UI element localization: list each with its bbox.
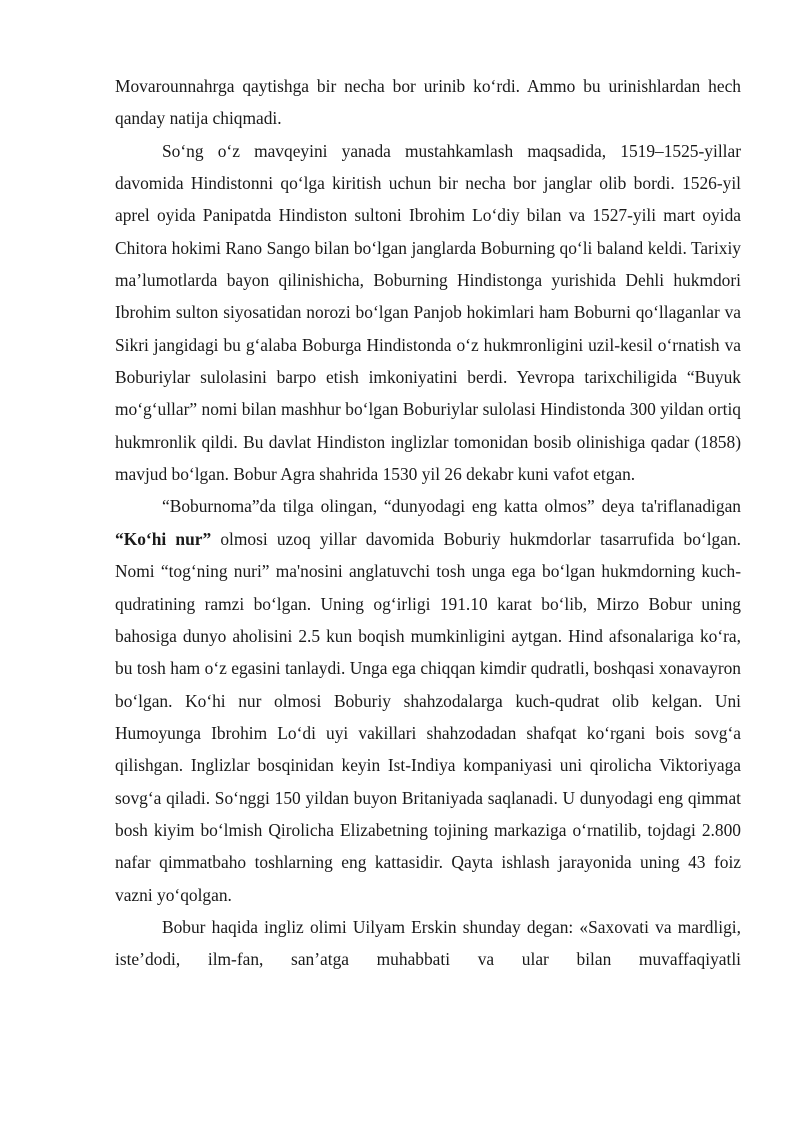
paragraph-erskine-quote: Bobur haqida ingliz olimi Uilyam Erskin shunday degan: «Saxovati va mardligi, iste’dodi, ilm-fan, san’atga muhabbati va ular bilan muvaffaqiyatli xyxy=(115,916,741,970)
paragraph-continuation: Movarounnahrga qaytishga bir necha bor urinib ko‘rdi. Ammo bu urinishlardan hech qanday natija chiqmadi. xyxy=(115,76,741,129)
kohinoor-body-text: olmosi uzoq yillar davomida Boburiy hukmdorlar tasarrufida bo‘lgan. Nomi “tog‘ning nuri” ma'nosini anglatuvchi tosh unga ega bo‘lgan hukmdorning kuch-qudratining ramzi bo‘lgan. Uning og‘irligi 191.10 karat bo‘lib, Mirzo Bobur uning bahosiga dunyo aholisini 2.5 kun boqish mumkinligini aytgan. Hind afsonalariga ko‘ra, bu tosh ham o‘z egasini tanlaydi. Unga ega chiqqan kimdir qudratli, boshqasi xonavayron bo‘lgan. Ko‘hi nur olmosi Boburiy shahzodalarga kuch-qudrat olib kelgan. Uni Humoyunga Ibrohim Lo‘di uyi vakillari shahzodadan shafqat ko‘rgani bois sovg‘a qilishgan. Inglizlar bosqinidan keyin Ist-Indiya kompaniyasi uni qirolicha Viktoriyaga sovg‘a qiladi. So‘nggi 150 yildan buyon Britaniyada saqlanadi. U dunyodagi eng qimmat bosh kiyim bo‘lmish Qirolicha Elizabetning tojining markaziga o‘rnatilib, tojdagi 2.800 nafar qimmatbaho toshlarning eng kattasidir. Qayta ishlash jarayonida uning 43 foiz vazni yo‘qolgan. xyxy=(115,528,741,905)
body-text xyxy=(115,70,741,976)
kohinoor-bold-term: “Ko‘hi nur” xyxy=(115,528,212,549)
kohinoor-intro-text: “Boburnoma”da tilga olingan, “dunyodagi eng katta olmos” deya ta'riflanadigan xyxy=(162,496,741,517)
paragraph-kohinoor xyxy=(115,490,741,910)
paragraph-babur-india: So‘ng o‘z mavqeyini yanada mustahkamlash maqsadida, 1519–1525-yillar davomida Hindistonni qo‘lga kiritish uchun bir necha bor janglar olib bordi. 1526-yil aprel oyida Panipatda Hindiston sultoni Ibrohim Lo‘diy bilan va 1527-yili mart oyida Chitora hokimi Rano Sango bilan bo‘lgan janglarda Boburning qo‘li baland keldi. Tarixiy ma’lumotlarda bayon qilinishicha, Boburning Hindistonga yurishida Dehli hukmdori Ibrohim sulton siyosatidan norozi bo‘lgan Panjob hokimlari ham Boburni qo‘llaganlar va Sikri jangidagi bu g‘alaba Boburga Hindistonda o‘z hukmronligini uzil-kesil o‘rnatish va Boburiylar sulolasini barpo etish imkoniyatini berdi. Yevropa tarixchiligida “Buyuk mo‘g‘ullar” nomi bilan mashhur bo‘lgan Boburiylar sulolasi Hindistonda 300 yildan ortiq hukmronlik qildi. Bu davlat Hindiston inglizlar tomonidan bosib olinishiga qadar (1858) mavjud bo‘lgan. Bobur Agra shahrida 1530 yil 26 dekabr kuni vafot etgan. xyxy=(115,140,741,485)
